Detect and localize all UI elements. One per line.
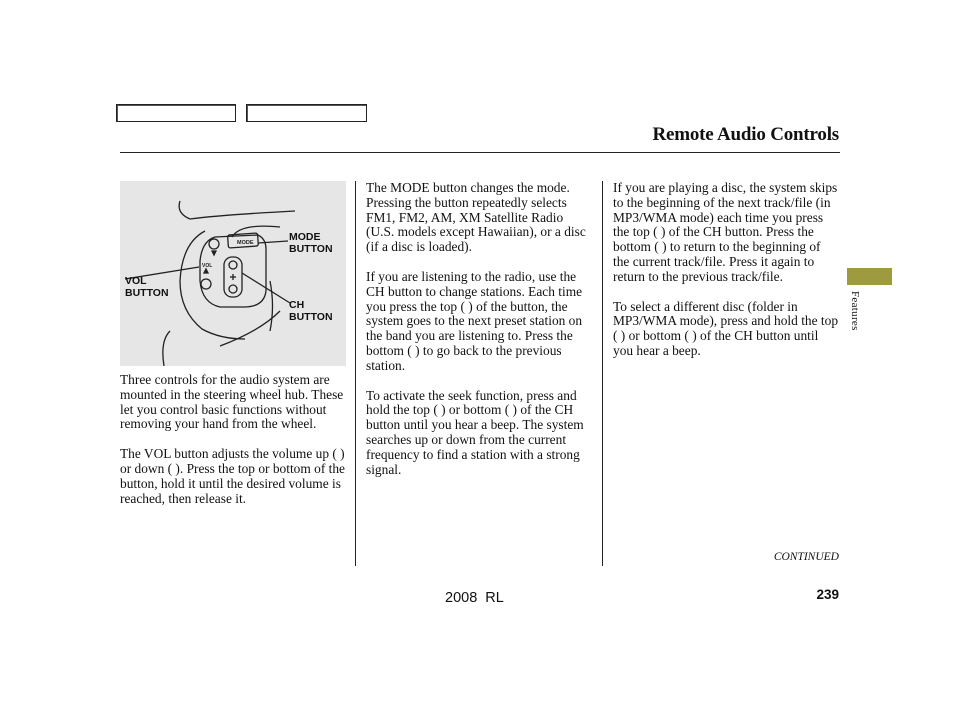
section-tab bbox=[847, 268, 892, 285]
steering-wheel-illustration bbox=[120, 181, 346, 366]
column-divider bbox=[602, 181, 603, 566]
nav-button-2[interactable] bbox=[246, 104, 367, 122]
column-divider bbox=[355, 181, 356, 566]
page-title: Remote Audio Controls bbox=[652, 124, 839, 145]
paragraph: To select a different disc (folder in MP3/WMA mode), press and hold the top ( ) or bottom ( ) of the CH button until you hear a beep. bbox=[613, 298, 839, 358]
column-1 bbox=[120, 373, 346, 521]
column-3 bbox=[613, 181, 840, 374]
mode-button-label: MODE BUTTON bbox=[289, 231, 333, 255]
column-2 bbox=[366, 181, 590, 492]
steering-wheel-figure bbox=[120, 181, 346, 366]
model-name: 2008 RL bbox=[445, 590, 504, 606]
continued-note: CONTINUED bbox=[773, 551, 839, 563]
nav-button-1[interactable] bbox=[116, 104, 236, 122]
paragraph: The MODE button changes the mode. Pressing the button repeatedly selects FM1, FM2, AM, XM Satellite Radio (U.S. models except Hawaiian), or a disc (if a disc is loaded). bbox=[366, 180, 586, 255]
figure-mode-text: MODE bbox=[237, 240, 254, 246]
header-rule bbox=[120, 152, 840, 153]
paragraph: If you are playing a disc, the system skips to the beginning of the next track/file (in MP3/WMA mode) each time you press the top ( ) of the CH button. Press the bottom ( ) to return to the beginning of the current track/file. Press it again to return to the previous track/file. bbox=[613, 180, 838, 284]
paragraph: Three controls for the audio system are mounted in the steering wheel hub. These let you control basic functions without removing your hand from the wheel. bbox=[120, 372, 344, 432]
paragraph: If you are listening to the radio, use the CH button to change stations. Each time you press the top ( ) of the button, the system goes to the next preset station on the band you are listening to. Press the bottom ( ) to go back to the previous station. bbox=[366, 268, 583, 373]
figure-vol-text: VOL bbox=[202, 263, 213, 269]
page-number: 239 bbox=[816, 587, 839, 602]
paragraph: The VOL button adjusts the volume up ( ) or down ( ). Press the top or bottom of the button, hold it until the desired volume is reached, then release it. bbox=[120, 446, 346, 506]
section-label: Features bbox=[849, 291, 861, 331]
paragraph: To activate the seek function, press and hold the top ( ) or bottom ( ) of the CH button until you hear a beep. The system searches up or down from the current frequency to find a station with a strong signal. bbox=[366, 387, 584, 477]
vol-button-label: VOL BUTTON bbox=[125, 275, 169, 299]
ch-button-label: CH BUTTON bbox=[289, 299, 333, 323]
